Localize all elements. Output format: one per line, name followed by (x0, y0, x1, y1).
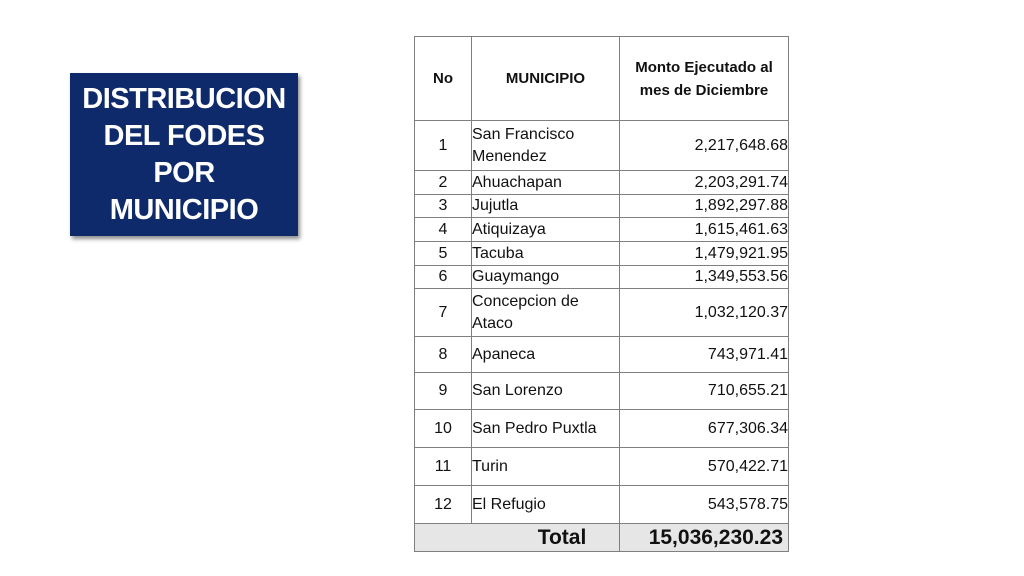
row-monto: 543,578.75 (620, 486, 789, 524)
row-municipio: El Refugio (472, 486, 620, 524)
row-monto: 2,217,648.68 (620, 121, 789, 171)
table-row (415, 289, 789, 337)
table-row (415, 266, 789, 289)
row-no: 6 (415, 266, 472, 289)
row-no: 8 (415, 337, 472, 373)
row-monto: 1,892,297.88 (620, 195, 789, 218)
row-no: 10 (415, 410, 472, 448)
row-monto: 1,032,120.37 (620, 289, 789, 337)
header-no: No (415, 37, 472, 121)
row-municipio: Guaymango (472, 266, 620, 289)
row-no: 12 (415, 486, 472, 524)
row-monto: 677,306.34 (620, 410, 789, 448)
row-no: 7 (415, 289, 472, 337)
row-municipio: Atiquizaya (472, 218, 620, 242)
row-no: 9 (415, 373, 472, 410)
page-title: DISTRIBUCION DEL FODES POR MUNICIPIO (82, 82, 286, 226)
row-municipio: Jujutla (472, 195, 620, 218)
row-municipio: San Pedro Puxtla (472, 410, 620, 448)
row-monto: 1,479,921.95 (620, 242, 789, 266)
row-monto: 2,203,291.74 (620, 171, 789, 195)
total-label: Total (415, 524, 620, 552)
fodes-table (414, 36, 789, 552)
total-row (415, 524, 789, 552)
header-monto: Monto Ejecutado al mes de Diciembre (620, 37, 789, 121)
row-municipio: Concepcion de Ataco (472, 289, 620, 337)
table-row (415, 171, 789, 195)
table-row (415, 242, 789, 266)
header-municipio: MUNICIPIO (472, 37, 620, 121)
table-row (415, 448, 789, 486)
row-municipio: Tacuba (472, 242, 620, 266)
row-no: 5 (415, 242, 472, 266)
row-monto: 570,422.71 (620, 448, 789, 486)
row-monto: 743,971.41 (620, 337, 789, 373)
table-row (415, 410, 789, 448)
row-no: 4 (415, 218, 472, 242)
row-monto: 1,349,553.56 (620, 266, 789, 289)
table-row (415, 373, 789, 410)
table-row (415, 121, 789, 171)
row-no: 1 (415, 121, 472, 171)
table-row (415, 218, 789, 242)
row-no: 2 (415, 171, 472, 195)
row-monto: 710,655.21 (620, 373, 789, 410)
row-no: 11 (415, 448, 472, 486)
row-municipio: Apaneca (472, 337, 620, 373)
total-value: 15,036,230.23 (620, 524, 789, 552)
row-municipio: Turin (472, 448, 620, 486)
row-municipio: San Francisco Menendez (472, 121, 620, 171)
row-no: 3 (415, 195, 472, 218)
table-row (415, 195, 789, 218)
row-monto: 1,615,461.63 (620, 218, 789, 242)
title-box (70, 73, 298, 236)
table-row (415, 337, 789, 373)
row-municipio: Ahuachapan (472, 171, 620, 195)
table-header-row (415, 37, 789, 121)
row-municipio: San Lorenzo (472, 373, 620, 410)
table-row (415, 486, 789, 524)
